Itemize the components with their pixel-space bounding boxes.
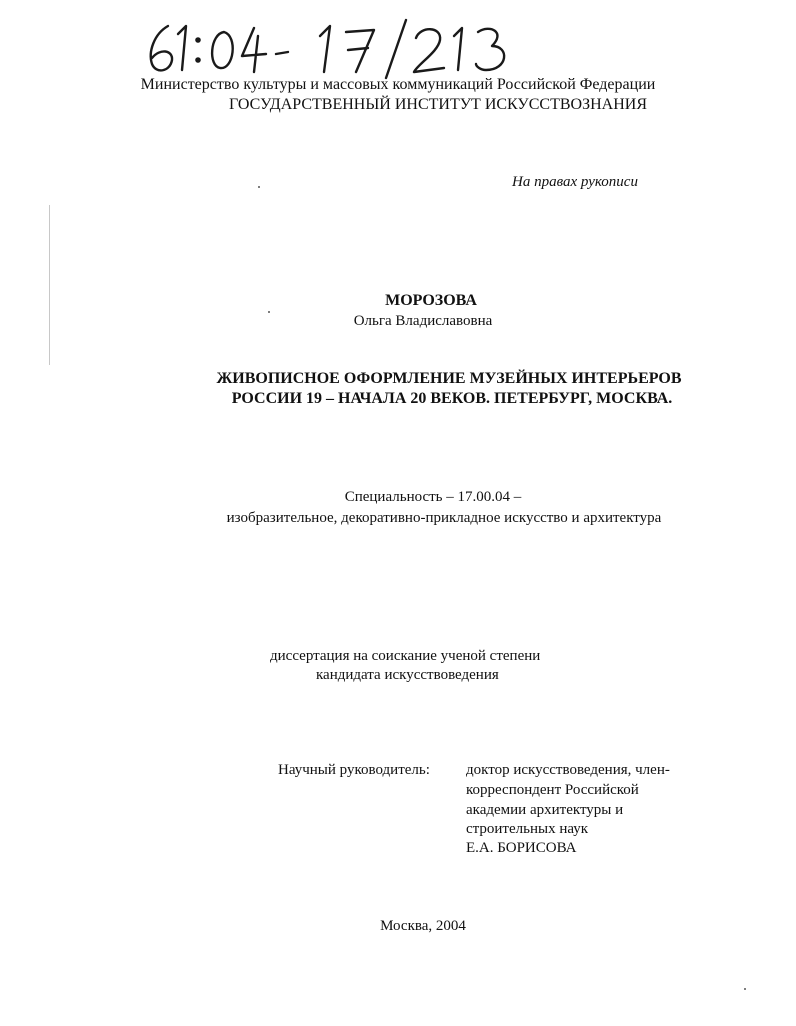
- specialty-code: Специальность – 17.00.04 –: [344, 489, 522, 505]
- supervisor-line: академии архитектуры и: [466, 802, 624, 818]
- handwriting-drawing: [142, 12, 522, 84]
- scan-speck: [258, 186, 260, 188]
- supervisor-line: доктор искусствоведения, член-: [466, 762, 670, 778]
- dissertation-title-line-1: ЖИВОПИСНОЕ ОФОРМЛЕНИЕ МУЗЕЙНЫХ ИНТЕРЬЕРОВ: [216, 370, 682, 387]
- scan-edge-line: [49, 205, 50, 365]
- supervisor-name: Е.А. БОРИСОВА: [466, 840, 577, 856]
- author-given-names: Ольга Владиславовна: [353, 313, 493, 329]
- dissertation-title-line-2: РОССИИ 19 – НАЧАЛА 20 ВЕКОВ. ПЕТЕРБУРГ, МОСКВА.: [231, 390, 673, 407]
- scan-speck: [268, 311, 270, 313]
- specialty-name: изобразительное, декоративно-прикладное искусство и архитектура: [226, 510, 662, 526]
- institute-name: ГОСУДАРСТВЕННЫЙ ИНСТИТУТ ИСКУССТВОЗНАНИЯ: [229, 96, 647, 113]
- handwritten-catalog-number: [142, 12, 522, 84]
- supervisor-label: Научный руководитель:: [278, 762, 430, 778]
- supervisor-line: строительных наук: [466, 821, 589, 837]
- supervisor-line: корреспондент Российской: [466, 782, 639, 798]
- scan-speck: [744, 988, 746, 990]
- manuscript-rights-note: На правах рукописи: [512, 174, 638, 190]
- place-and-year: Москва, 2004: [380, 918, 466, 934]
- degree-statement-line-2: кандидата искусствоведения: [316, 667, 499, 683]
- author-surname: МОРОЗОВА: [385, 292, 477, 309]
- ministry-line: Министерство культуры и массовых коммуникаций Российской Федерации: [140, 76, 656, 93]
- degree-statement-line-1: диссертация на соискание ученой степени: [270, 648, 541, 664]
